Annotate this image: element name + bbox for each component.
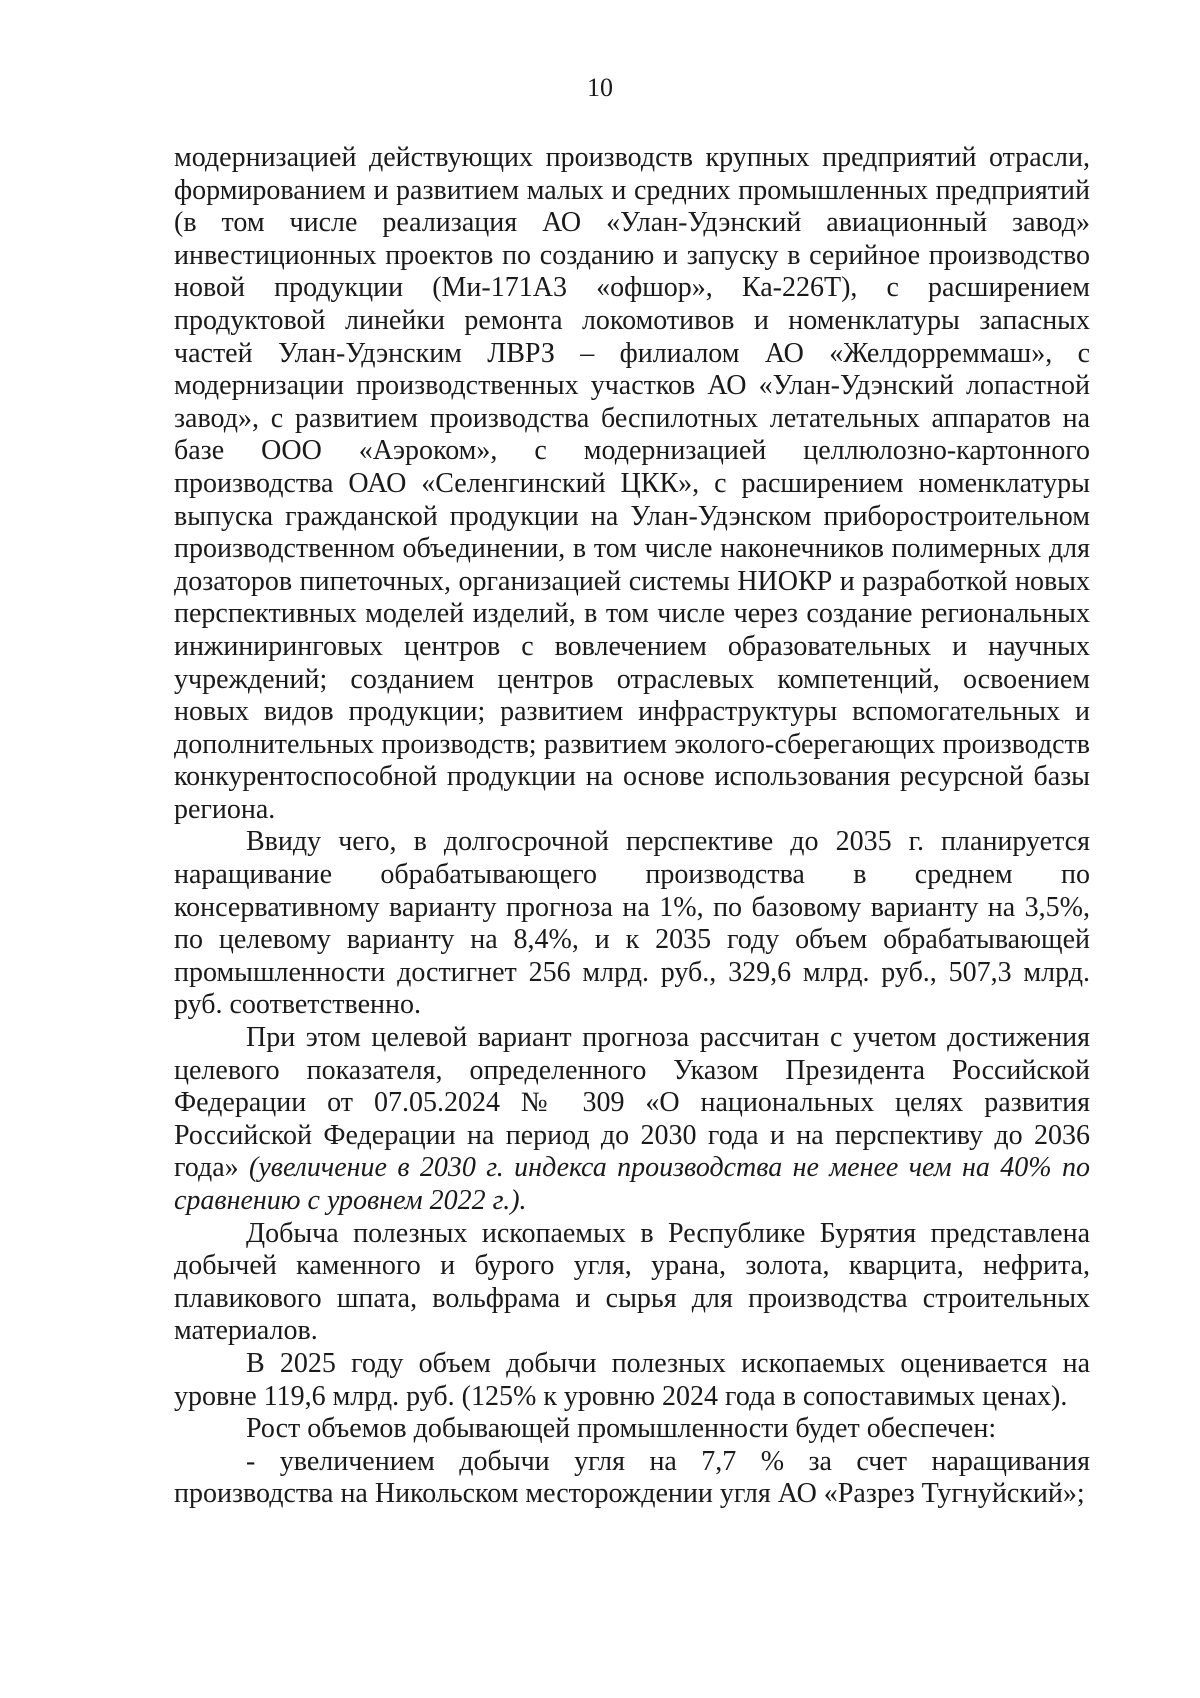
list-item-coal-growth: - увеличением добычи угля на 7,7 % за счет наращивания производства на Никольском месторождении угля АО «Разрез Тугнуйский»; bbox=[174, 1445, 1090, 1510]
paragraph-mining-growth-intro: Рост объемов добывающей промышленности будет обеспечен: bbox=[246, 1413, 997, 1445]
paragraph-mining-overview: Добыча полезных ископаемых в Республике Бурятия представлена добычей каменного и бурого угля, урана, золота, кварцита, нефрита, плавикового шпата, вольфрама и сырья для производства строительных материалов. bbox=[174, 1217, 1090, 1347]
page-number: 10 bbox=[587, 73, 613, 102]
target-scenario-note: (увеличение в 2030 г. индекса производства не менее чем на 40% по сравнению с уровнем 2022 г.). bbox=[174, 1152, 1090, 1216]
target-scenario-text: При этом целевой вариант прогноза рассчитан с учетом достижения целевого показателя, определенного Указом Президента Российской Федерации от 07.05.2024 № 309 «О национальных целях развития Российской Федерации на период до 2030 года и на перспективу до 2036 года» bbox=[174, 1022, 1090, 1184]
paragraph-target-scenario bbox=[174, 1022, 1090, 1218]
paragraph-mining-2025: В 2025 году объем добычи полезных ископаемых оценивается на уровне 119,6 млрд. руб. (125% к уровню 2024 года в сопоставимых ценах). bbox=[174, 1347, 1090, 1412]
paragraph-manufacturing-forecast: Ввиду чего, в долгосрочной перспективе до 2035 г. планируется наращивание обрабатывающего производства в среднем по консервативному варианту прогноза на 1%, по базовому варианту на 3,5%, по целевому варианту на 8,4%, и к 2035 году объем обрабатывающей промышленности достигнет 256 млрд. руб., 329,6 млрд. руб., 507,3 млрд. руб. соответственно. bbox=[174, 826, 1090, 1021]
paragraph-manufacturing-modernization: модернизацией действующих производств крупных предприятий отрасли, формированием и развитием малых и средних промышленных предприятий (в том числе реализация АО «Улан-Удэнский авиационный завод» инвестиционных проектов по созданию и запуску в серийное производство новой продукции (Ми-171А3 «офшор», Ка-226Т), с расширением продуктовой линейки ремонта локомотивов и номенклатуры запасных частей Улан-Удэнским ЛВРЗ – филиалом АО «Желдорреммаш», с модернизации производственных участков АО «Улан-Удэнский лопастной завод», с развитием производства беспилотных летательных аппаратов на базе ООО «Аэроком», с модернизацией целлюлозно-картонного производства ОАО «Селенгинский ЦКК», с расширением номенклатуры выпуска гражданской продукции на Улан-Удэнском приборостроительном производственном объединении, в том числе наконечников полимерных для дозаторов пипеточных, организацией системы НИОКР и разработкой новых перспективных моделей изделий, в том числе через создание региональных инжиниринговых центров с вовлечением образовательных и научных учреждений; созданием центров отраслевых компетенций, освоением новых видов продукции; развитием инфраструктуры вспомогательных и дополнительных производств; развитием эколого-сберегающих производств конкурентоспособной продукции на основе использования ресурсной базы региона. bbox=[174, 142, 1090, 825]
document-body bbox=[174, 142, 1090, 1511]
